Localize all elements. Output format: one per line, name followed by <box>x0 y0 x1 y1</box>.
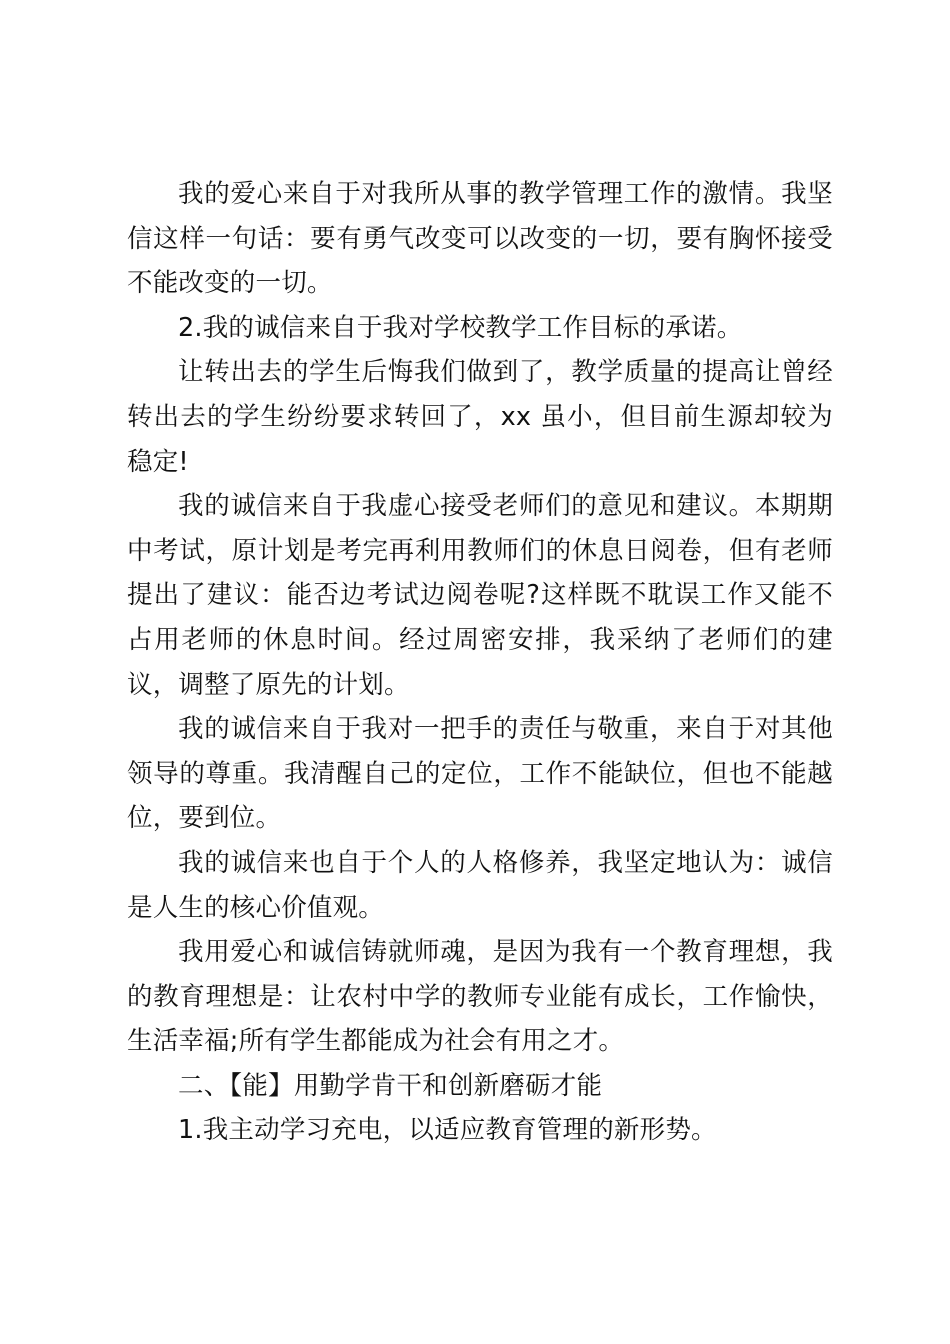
paragraph-respect-leaders: 我的诚信来自于我对一把手的责任与敬重，来自于对其他领导的尊重。我清醒自己的定位，工作不能缺位，但也不能越位，要到位。 <box>127 714 833 834</box>
paragraph-passion: 我的爱心来自于对我所从事的教学管理工作的激情。我坚信这样一句话：要有勇气改变可以改变的一切，要有胸怀接受不能改变的一切。 <box>127 179 833 299</box>
paragraph-teacher-suggestions: 我的诚信来自于我虚心接受老师们的意见和建议。本期期中考试，原计划是考完再利用教师们的休息日阅卷，但有老师提出了建议：能否边考试边阅卷呢?这样既不耽误工作又能不占用老师的休息时间。经过周密安排，我采纳了老师们的建议，调整了原先的计划。 <box>127 491 833 700</box>
paragraph-integrity-heading: 2.我的诚信来自于我对学校教学工作目标的承诺。 <box>178 312 743 343</box>
paragraph-students-return: 让转出去的学生后悔我们做到了，教学质量的提高让曾经转出去的学生纷纷要求转回了，xx 虽小，但目前生源却较为稳定! <box>127 357 833 477</box>
document-body <box>127 172 833 1153</box>
section-heading-ability: 二、【能】用勤学肯干和创新磨砺才能 <box>178 1070 603 1101</box>
paragraph-study-recharge: 1.我主动学习充电，以适应教育管理的新形势。 <box>178 1115 717 1146</box>
paragraph-education-ideal: 我用爱心和诚信铸就师魂，是因为我有一个教育理想，我的教育理想是：让农村中学的教师专业能有成长，工作愉快，生活幸福;所有学生都能成为社会有用之才。 <box>127 937 833 1057</box>
paragraph-personal-character: 我的诚信来也自于个人的人格修养，我坚定地认为：诚信是人生的核心价值观。 <box>127 847 833 923</box>
